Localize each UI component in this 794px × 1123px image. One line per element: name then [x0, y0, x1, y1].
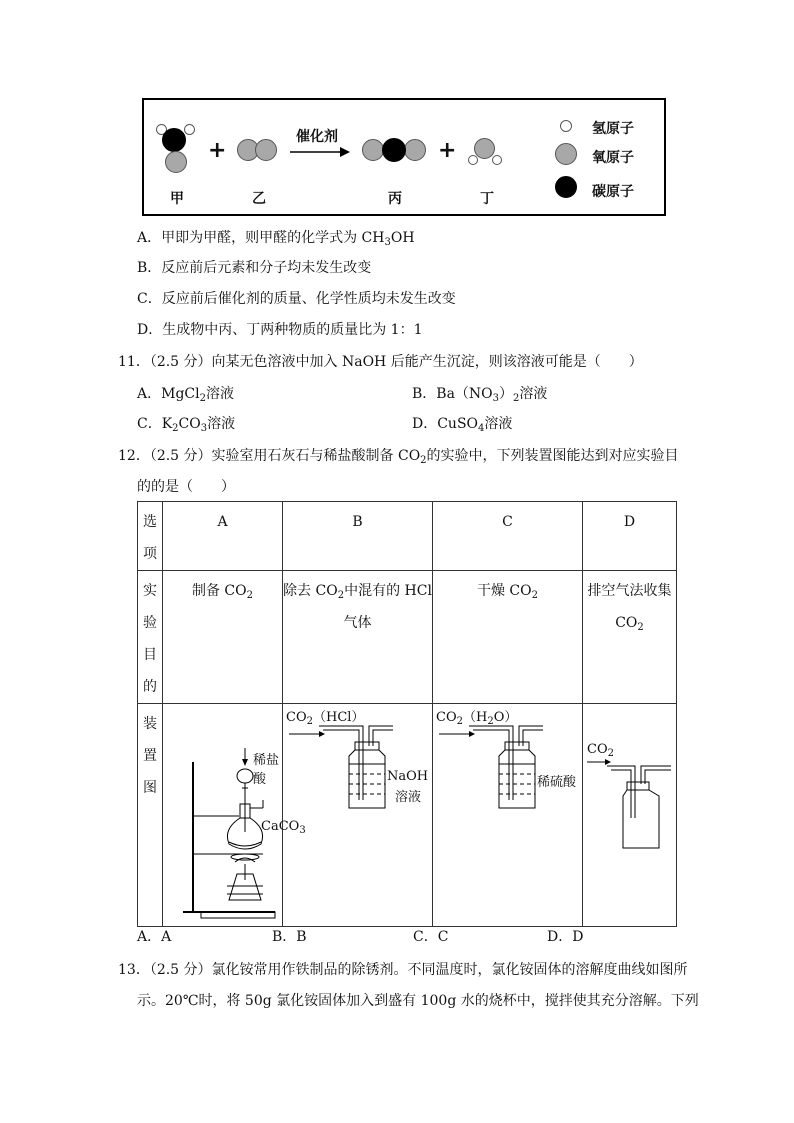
purpose-a: 制备 $CO_2$	[163, 571, 283, 704]
device-c	[433, 704, 583, 927]
purpose-d: 排空气法收集 $CO_2$	[583, 571, 677, 704]
device-a	[163, 704, 306, 927]
gas-washing-bottle-icon	[283, 704, 431, 925]
experiment-table	[137, 501, 677, 927]
header-option-label: 选项	[143, 514, 157, 562]
acid-label: 稀盐酸	[253, 753, 280, 787]
purpose-header-label: 实验目的	[143, 583, 157, 695]
col-a-label: A	[217, 514, 228, 530]
col-d-label: D	[623, 514, 636, 530]
carbon-atom-legend	[555, 176, 577, 198]
reaction-arrow-icon	[288, 146, 352, 158]
device-d	[583, 704, 677, 927]
col-a-header	[163, 502, 283, 571]
q12-stem-line2: 的的是（ ）	[137, 479, 235, 495]
gas-collection-bottle-icon	[583, 704, 675, 925]
legend-carbon: 碳原子	[592, 184, 634, 200]
device-b	[283, 704, 433, 927]
oxygen-atom	[255, 139, 277, 161]
drying-bottle-icon	[433, 704, 581, 925]
label-jia: 甲	[170, 191, 184, 207]
q11-option-a: A．MgCl$_2$溶液	[137, 386, 234, 404]
oxygen-atom-legend	[555, 143, 577, 165]
col-d-header	[583, 502, 677, 571]
q10-option-b: B．反应前后元素和分子均未发生改变	[137, 260, 372, 276]
naoh-label: NaOH	[387, 769, 429, 784]
q12-answer-d: D．D	[547, 929, 584, 945]
q11-option-c: C．$K_2CO_3$溶液	[137, 416, 236, 434]
q11-stem: 11．（2.5 分）向某无色溶液中加入 NaOH 后能产生沉淀，则该溶液可能是（ ）	[118, 354, 643, 370]
label-yi: 乙	[252, 191, 266, 207]
oxygen-atom	[165, 151, 187, 173]
legend-hydrogen: 氢原子	[592, 121, 634, 137]
label-bing: 丙	[388, 191, 402, 207]
co2-generator-apparatus-icon	[163, 704, 281, 925]
col-c-header	[433, 502, 583, 571]
legend-oxygen: 氧原子	[592, 150, 634, 166]
oxygen-atom	[474, 138, 495, 159]
hydrogen-atom	[468, 155, 478, 165]
device-header-cell	[138, 704, 163, 927]
q12-stem-line1: 12．（2.5 分）实验室用石灰石与稀盐酸制备 $CO_2$的实验中，下列装置图能达到对应实验目	[118, 448, 679, 466]
q12-answer-a: A．A	[137, 929, 172, 945]
label-ding: 丁	[480, 191, 494, 207]
carbon-atom	[382, 138, 406, 162]
q11-option-d: D．CuSO$_4$溶液	[412, 416, 513, 434]
oxygen-atom	[362, 139, 384, 161]
gas-in-label-d: $CO_2$	[587, 742, 614, 759]
hydrogen-atom	[184, 124, 195, 135]
gas-in-label-c: $CO_2(H_2O)$	[436, 710, 518, 727]
q13-line2: 示。20℃时，将 50g 氯化铵固体加入到盛有 100g 水的烧杯中，搅拌使其充分溶解。下列	[137, 993, 699, 1009]
q10-option-d: D．生成物中丙、丁两种物质的质量比为 1：1	[137, 322, 423, 338]
purpose-b: 除去 $CO_2$中混有的 HCl 气体	[283, 571, 433, 704]
col-c-label: C	[502, 514, 513, 530]
reaction-diagram	[142, 98, 666, 216]
plus-sign: +	[438, 138, 457, 163]
q10-option-c: C．反应前后催化剂的质量、化学性质均未发生改变	[137, 291, 456, 307]
solution-label: 溶液	[395, 790, 422, 805]
col-b-header	[283, 502, 433, 571]
device-header-label: 装置图	[143, 716, 157, 796]
q12-answer-b: B．B	[272, 929, 307, 945]
carbon-atom	[162, 128, 186, 152]
hydrogen-atom-legend	[560, 120, 572, 132]
q12-answer-c: C．C	[413, 929, 449, 945]
sulfuric-acid-label: 稀硫酸	[537, 775, 577, 790]
oxygen-atom	[404, 139, 426, 161]
q11-option-b: B．$Ba(NO_3)_2$溶液	[412, 386, 548, 404]
q10-option-a: A．甲即为甲醛，则甲醛的化学式为 $CH_3OH$	[137, 230, 415, 248]
purpose-header-cell	[138, 571, 163, 704]
caco3-label: CaCO$_3$	[261, 819, 306, 836]
q13-line1: 13．（2.5 分）氯化铵常用作铁制品的除锈剂。不同温度时，氯化铵固体的溶解度曲线如图所	[118, 962, 688, 978]
gas-in-label-b: $CO_2(HCl)$	[286, 710, 365, 727]
col-b-label: B	[352, 514, 363, 530]
catalyst-label: 催化剂	[296, 129, 338, 145]
hydrogen-atom	[492, 155, 502, 165]
purpose-c: 干燥 $CO_2$	[433, 571, 583, 704]
plus-sign: +	[208, 138, 227, 163]
header-option-cell	[138, 502, 163, 571]
